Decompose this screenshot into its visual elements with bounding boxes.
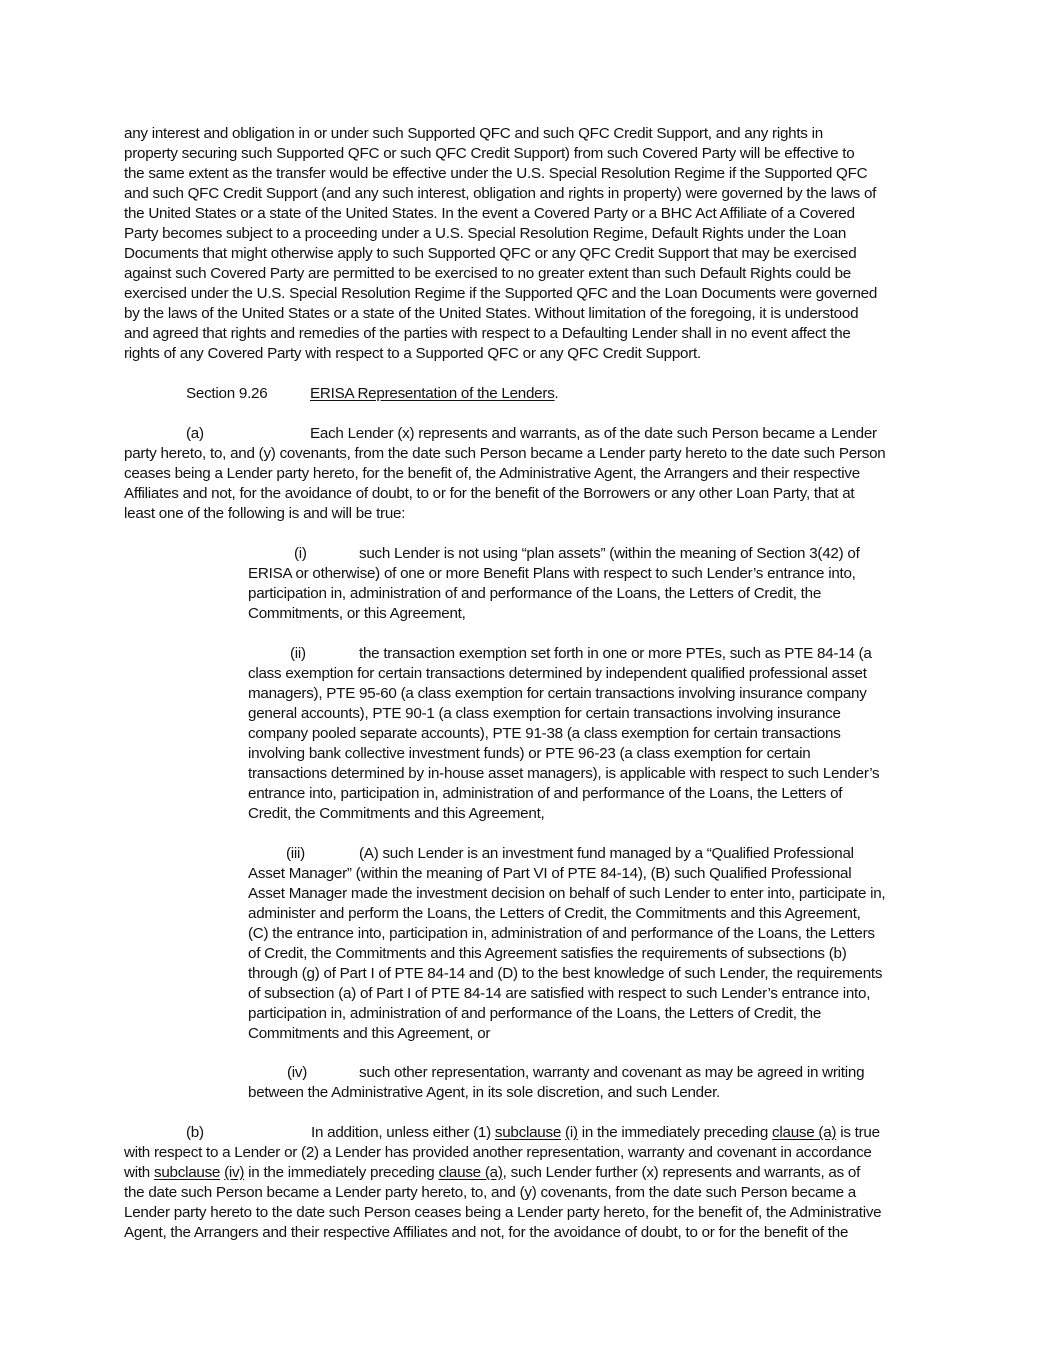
text-line: of subsection (a) of Part I of PTE 84-14 are satisfied with respect to such Lender’s entrance into, [248, 985, 871, 1002]
text-line: Lender party hereto to the date such Person ceases being a Lender party hereto, for the benefit of, the Administrative [124, 1204, 882, 1221]
text-line: party hereto, to, and (y) covenants, from the date such Person became a Lender party hereto to the date such Person [124, 445, 886, 462]
text-line: participation in, administration of and performance of the Loans, the Letters of Credit, the [248, 585, 822, 602]
text-line [124, 1163, 860, 1183]
text-line: exercised under the U.S. Special Resolution Regime if the Supported QFC and the Loan Documents were governed [124, 285, 878, 302]
text-line: such Lender is not using “plan assets” (within the meaning of Section 3(42) of [359, 545, 860, 562]
text-line: Commitments, or this Agreement, [248, 605, 466, 622]
cross-reference: (iv) [224, 1164, 245, 1181]
text-line: with respect to a Lender or (2) a Lender has provided another representation, warranty and covenant in accordance [124, 1144, 872, 1161]
section-number: Section 9.26 [186, 385, 268, 402]
text-line: Commitments and this Agreement, or [248, 1025, 491, 1042]
cross-reference: clause (a) [772, 1124, 837, 1141]
text-line: least one of the following is and will be true: [124, 505, 406, 522]
text-span: in the immediately preceding [244, 1164, 439, 1181]
cross-reference: subclause [494, 1124, 562, 1141]
text-line: (A) such Lender is an investment fund managed by a “Qualified Professional [359, 845, 854, 862]
text-span: is true [836, 1124, 880, 1141]
cross-reference: subclause [153, 1164, 221, 1181]
text-line: managers), PTE 95-60 (a class exemption for certain transactions involving insurance company [248, 685, 867, 702]
text-line: Party becomes subject to a proceeding under a U.S. Special Resolution Regime, Default Rights under the Loan [124, 225, 847, 242]
text-span: , such Lender further (x) represents and warrants, as of [502, 1164, 861, 1181]
item-label: (ii) [290, 645, 306, 662]
text-line: involving bank collective investment funds) or PTE 96-23 (a class exemption for certain [248, 745, 811, 762]
text-line: the United States or a state of the United States. In the event a Covered Party or a BHC Act Affiliate of a Covered [124, 205, 855, 222]
text-line [311, 1123, 880, 1143]
cross-reference: clause (a) [438, 1164, 503, 1181]
item-label: (iv) [287, 1064, 308, 1081]
text-line: class exemption for certain transactions determined by independent qualified professional asset [248, 665, 867, 682]
text-line: ERISA or otherwise) of one or more Benefit Plans with respect to such Lender’s entrance into, [248, 565, 856, 582]
item-label: (i) [294, 545, 307, 562]
text-line: company pooled separate accounts), PTE 91-38 (a class exemption for certain transactions [248, 725, 841, 742]
text-line: such other representation, warranty and covenant as may be agreed in writing [359, 1064, 865, 1081]
text-line: the date such Person became a Lender party hereto, to, and (y) covenants, from the date such Person became a [124, 1184, 856, 1201]
text-line: transactions determined by in-house asset managers), is applicable with respect to such Lender’s [248, 765, 880, 782]
text-span: In addition, unless either (1) [311, 1124, 495, 1141]
text-line: by the laws of the United States or a state of the United States. Without limitation of the foregoing, it is understood [124, 305, 859, 322]
text-line: Asset Manager made the investment decision on behalf of such Lender to enter into, participate in, [248, 885, 886, 902]
text-line: Affiliates and not, for the avoidance of doubt, to or for the benefit of the Borrowers or any other Loan Party, that at [124, 485, 855, 502]
text-line: Each Lender (x) represents and warrants, as of the date such Person became a Lender [310, 425, 877, 442]
text-line: Documents that might otherwise apply to such Supported QFC or any QFC Credit Support that may be exercised [124, 245, 857, 262]
text-line: against such Covered Party are permitted to be exercised to no greater extent than such Default Rights could be [124, 265, 851, 282]
cross-reference: (i) [565, 1124, 578, 1141]
text-line: the same extent as the transfer would be effective under the U.S. Special Resolution Regime if the Supported QFC [124, 165, 868, 182]
section-title-suffix: . [554, 385, 559, 402]
text-line: between the Administrative Agent, in its sole discretion, and such Lender. [248, 1084, 721, 1101]
text-line: through (g) of Part I of PTE 84-14 and (D) to the best knowledge of such Lender, the requirements [248, 965, 883, 982]
text-line: general accounts), PTE 90-1 (a class exemption for certain transactions involving insurance [248, 705, 841, 722]
text-line: and agreed that rights and remedies of the parties with respect to a Defaulting Lender shall in no event affect the [124, 325, 851, 342]
text-line: and such QFC Credit Support (and any such interest, obligation and rights in property) were governed by the laws of [124, 185, 877, 202]
text-line: any interest and obligation in or under such Supported QFC and such QFC Credit Support, and any rights in [124, 125, 823, 142]
text-span: with [124, 1164, 154, 1181]
text-line: entrance into, participation in, administration of and performance of the Loans, the Letters of [248, 785, 843, 802]
paragraph-label: (a) [186, 425, 204, 442]
text-line: rights of any Covered Party with respect to a Supported QFC or any QFC Credit Support. [124, 345, 701, 362]
text-line: of Credit, the Commitments and this Agreement satisfies the requirements of subsections (b) [248, 945, 847, 962]
section-title [310, 384, 559, 404]
text-line: Agent, the Arrangers and their respective Affiliates and not, for the avoidance of doubt, to or for the benefit of the [124, 1224, 849, 1241]
section-title-text: ERISA Representation of the Lenders [310, 385, 555, 402]
text-span: in the immediately preceding [577, 1124, 773, 1141]
text-line: (C) the entrance into, participation in, administration of and performance of the Loans, the Letters [248, 925, 875, 942]
paragraph-label: (b) [186, 1124, 204, 1141]
text-line: the transaction exemption set forth in one or more PTEs, such as PTE 84-14 (a [359, 645, 872, 662]
text-line: Asset Manager” (within the meaning of Part VI of PTE 84-14), (B) such Qualified Professional [248, 865, 852, 882]
text-line: property securing such Supported QFC or such QFC Credit Support) from such Covered Party will be effective to [124, 145, 855, 162]
text-line: administer and perform the Loans, the Letters of Credit, the Commitments and this Agreement, [248, 905, 861, 922]
text-line: participation in, administration of and performance of the Loans, the Letters of Credit, the [248, 1005, 822, 1022]
text-line: Credit, the Commitments and this Agreement, [248, 805, 545, 822]
text-line: ceases being a Lender party hereto, for the benefit of, the Administrative Agent, the Arrangers and their respective [124, 465, 860, 482]
item-label: (iii) [286, 845, 305, 862]
